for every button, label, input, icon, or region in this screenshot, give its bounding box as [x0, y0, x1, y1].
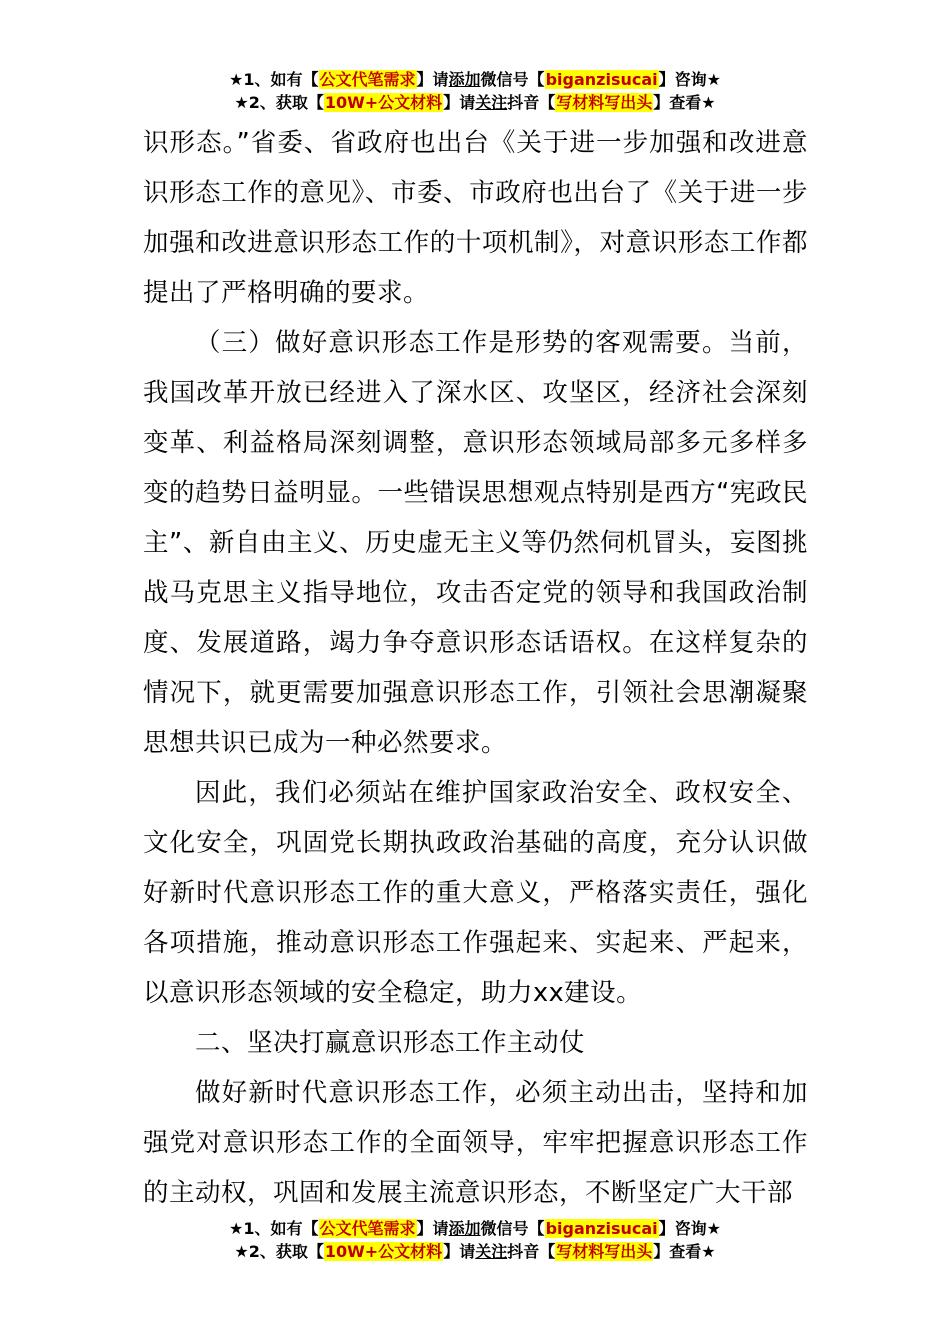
promo-highlight: 10W+公文材料 — [324, 1242, 443, 1261]
promo-underlined-text: 关注 — [475, 93, 508, 112]
paragraph-1: 识形态。”省委、省政府也出台《关于进一步加强和改进意识形态工作的意见》、市委、市政府也出台了《关于进一步加强和改进意识形态工作的十项机制》，对意识形态工作都提出了严格明确的要求。 — [143, 128, 808, 308]
promo-underlined-text: 关注 — [475, 1242, 508, 1261]
promo-highlight: 10W+公文材料 — [324, 93, 443, 112]
promo-line-1: ★1、如有【公文代笔需求】请添加微信号【biganzisucai】咨询★ — [229, 70, 721, 89]
document-body — [143, 118, 808, 1218]
promo-highlight: 公文代笔需求 — [319, 1219, 416, 1238]
promo-highlight: biganzisucai — [545, 1219, 658, 1238]
top-promo-banner — [0, 68, 950, 114]
promo-line-1: ★1、如有【公文代笔需求】请添加微信号【biganzisucai】咨询★ — [229, 1219, 721, 1238]
paragraph-2: （三）做好意识形态工作是形势的客观需要。当前，我国改革开放已经进入了深水区、攻坚区，经济社会深刻变革、利益格局深刻调整，意识形态领域局部多元多样多变的趋势日益明显。一些错误思想观点特别是西方“宪政民主”、新自由主义、历史虚无主义等仍然伺机冒头，妄图挑战马克思主义指导地位，攻击否定党的领导和我国政治制度、发展道路，竭力争夺意识形态话语权。在这样复杂的情况下，就更需要加强意识形态工作，引领社会思潮凝聚思想共识已成为一种必然要求。 — [143, 328, 808, 758]
paragraph-4: 做好新时代意识形态工作，必须主动出击，坚持和加强党对意识形态工作的全面领导，牢牢把握意识形态工作的主动权，巩固和发展主流意识形态，不断坚定广大干部 — [143, 1078, 808, 1208]
section-heading-2: 二、坚决打赢意识形态工作主动仗 — [195, 1028, 586, 1058]
promo-underlined-text: 添加 — [448, 1219, 481, 1238]
promo-highlight: 写材料写出头 — [556, 93, 653, 112]
paragraph-3: 因此，我们必须站在维护国家政治安全、政权安全、文化安全，巩固党长期执政政治基础的高度，充分认识做好新时代意识形态工作的重大意义，严格落实责任，强化各项措施，推动意识形态工作强起来、实起来、严起来，以意识形态领域的安全稳定，助力xx建设。 — [143, 778, 808, 1008]
promo-highlight: biganzisucai — [545, 70, 658, 89]
promo-line-2: ★2、获取【10W+公文材料】请关注抖音【写材料写出头】查看★ — [234, 93, 716, 112]
promo-line-2: ★2、获取【10W+公文材料】请关注抖音【写材料写出头】查看★ — [234, 1242, 716, 1261]
promo-highlight: 写材料写出头 — [556, 1242, 653, 1261]
promo-highlight: 公文代笔需求 — [319, 70, 416, 89]
promo-underlined-text: 添加 — [448, 70, 481, 89]
bottom-promo-banner — [0, 1217, 950, 1263]
